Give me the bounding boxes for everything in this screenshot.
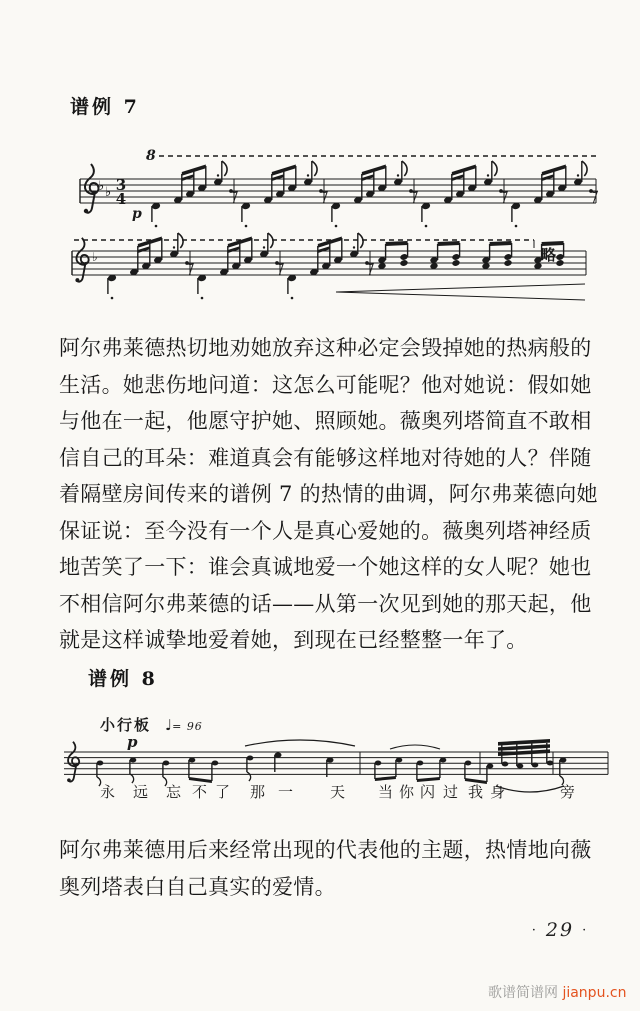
melody-notes — [97, 739, 567, 786]
measure-notes — [421, 161, 508, 227]
flat-sign-icon: ♭ — [105, 185, 112, 200]
lyric-syllable: 你 — [399, 783, 415, 801]
lyric-syllable: 天 — [330, 783, 346, 801]
tempo-bpm: 96 — [186, 720, 203, 733]
measure-notes — [241, 161, 328, 227]
staff-lines — [80, 179, 596, 203]
time-signature-numerator: 3 — [115, 176, 127, 194]
chord-group — [482, 241, 513, 270]
ottava-8-mark: 8 — [146, 148, 156, 164]
text-line: 阿尔弗莱德用后来经常出现的代表他的主题，热情地向薇 — [59, 838, 592, 862]
text-line: 阿尔弗莱德热切地劝她放弃这种必定会毁掉她的热病般的 — [59, 336, 592, 360]
measure-notes — [287, 233, 374, 299]
tempo-equals: = — [172, 720, 183, 733]
music-staff-example7-line1 — [66, 146, 598, 234]
page-number-dot: · — [582, 923, 589, 938]
lyric-syllable: 身 — [490, 783, 506, 801]
lyric-syllable: 了 — [215, 783, 231, 801]
lyric-syllable: 闪 — [420, 783, 436, 801]
lyric-syllable: 远 — [133, 783, 149, 801]
quarter-note-icon: ♩ — [165, 716, 173, 734]
lyric-syllable: 当 — [378, 783, 394, 801]
paragraph-1 — [59, 330, 605, 659]
text-line: 就是这样诚挚地爱着她，到现在已经整整一年了。 — [59, 628, 528, 652]
time-signature-denominator: 4 — [115, 190, 127, 208]
treble-clef-icon — [67, 742, 79, 782]
lyric-syllable: 过 — [443, 783, 459, 801]
lyric-syllable: 那 — [250, 783, 266, 801]
measure-notes — [331, 161, 418, 227]
text-line: 保证说：至今没有一个人是真心爱她的。薇奥列塔神经质 — [59, 518, 592, 543]
page-number — [512, 919, 608, 941]
chord-group — [378, 241, 409, 270]
treble-clef-icon — [84, 164, 99, 213]
music-staff-example7-line2 — [64, 234, 612, 312]
lyric-syllable: 旁 — [560, 783, 576, 801]
lyrics-row — [0, 781, 640, 803]
text-line: 奥列塔表白自己真实的爱情。 — [59, 874, 336, 899]
watermark-site-url: jianpu.cn — [562, 985, 627, 1001]
measure-notes — [511, 161, 598, 227]
lyric-syllable: 我 — [468, 783, 484, 801]
measure-notes — [197, 233, 284, 299]
watermark — [488, 982, 626, 1002]
page-number-value: 29 — [545, 919, 575, 941]
lyric-syllable: 忘 — [166, 783, 182, 801]
measure-notes — [107, 233, 194, 299]
page-number-dot: · — [531, 923, 538, 938]
paragraph-2 — [59, 832, 605, 905]
tempo-text: 小行板 — [100, 716, 152, 734]
tempo-marking — [100, 714, 203, 735]
example-8-label: 谱例 8 — [88, 668, 158, 690]
crescendo-hairpin — [336, 284, 585, 300]
dynamic-p-mark: p — [127, 733, 138, 751]
lyric-syllable: 不 — [192, 783, 208, 801]
omitted-marker: 略 — [541, 246, 557, 264]
lyric-syllable: 永 — [100, 783, 116, 801]
example-7-label: 谱例 7 — [70, 96, 140, 118]
measure-notes — [151, 161, 238, 227]
text-line: 生活。她悲伤地问道：这怎么可能呢？他对她说：假如她 — [59, 372, 592, 397]
text-line: 信自己的耳朵：难道真会有能够这样地对待她的人？伴随 — [59, 445, 592, 470]
text-line: 与他在一起，他愿守护她、照顾她。薇奥列塔简直不敢相 — [59, 409, 592, 433]
text-line: 着隔壁房间传来的谱例 7 的热情的曲调，阿尔弗莱德向她 — [59, 482, 598, 506]
text-line: 不相信阿尔弗莱德的话——从第一次见到她的那天起，他 — [59, 591, 592, 616]
lyric-syllable: 一 — [278, 783, 294, 801]
text-line: 地苦笑了一下：谁会真诚地爱一个她这样的女人呢？她也 — [59, 555, 592, 579]
watermark-site-name: 歌谱简谱网 — [488, 985, 558, 1001]
flat-sign-icon: ♭ — [92, 250, 98, 264]
chord-group — [430, 241, 461, 270]
flat-sign-icon: ♭ — [98, 179, 105, 194]
dynamic-p-mark: p — [132, 206, 142, 222]
staff-lines — [64, 752, 608, 774]
tremolo-cluster — [498, 739, 553, 769]
